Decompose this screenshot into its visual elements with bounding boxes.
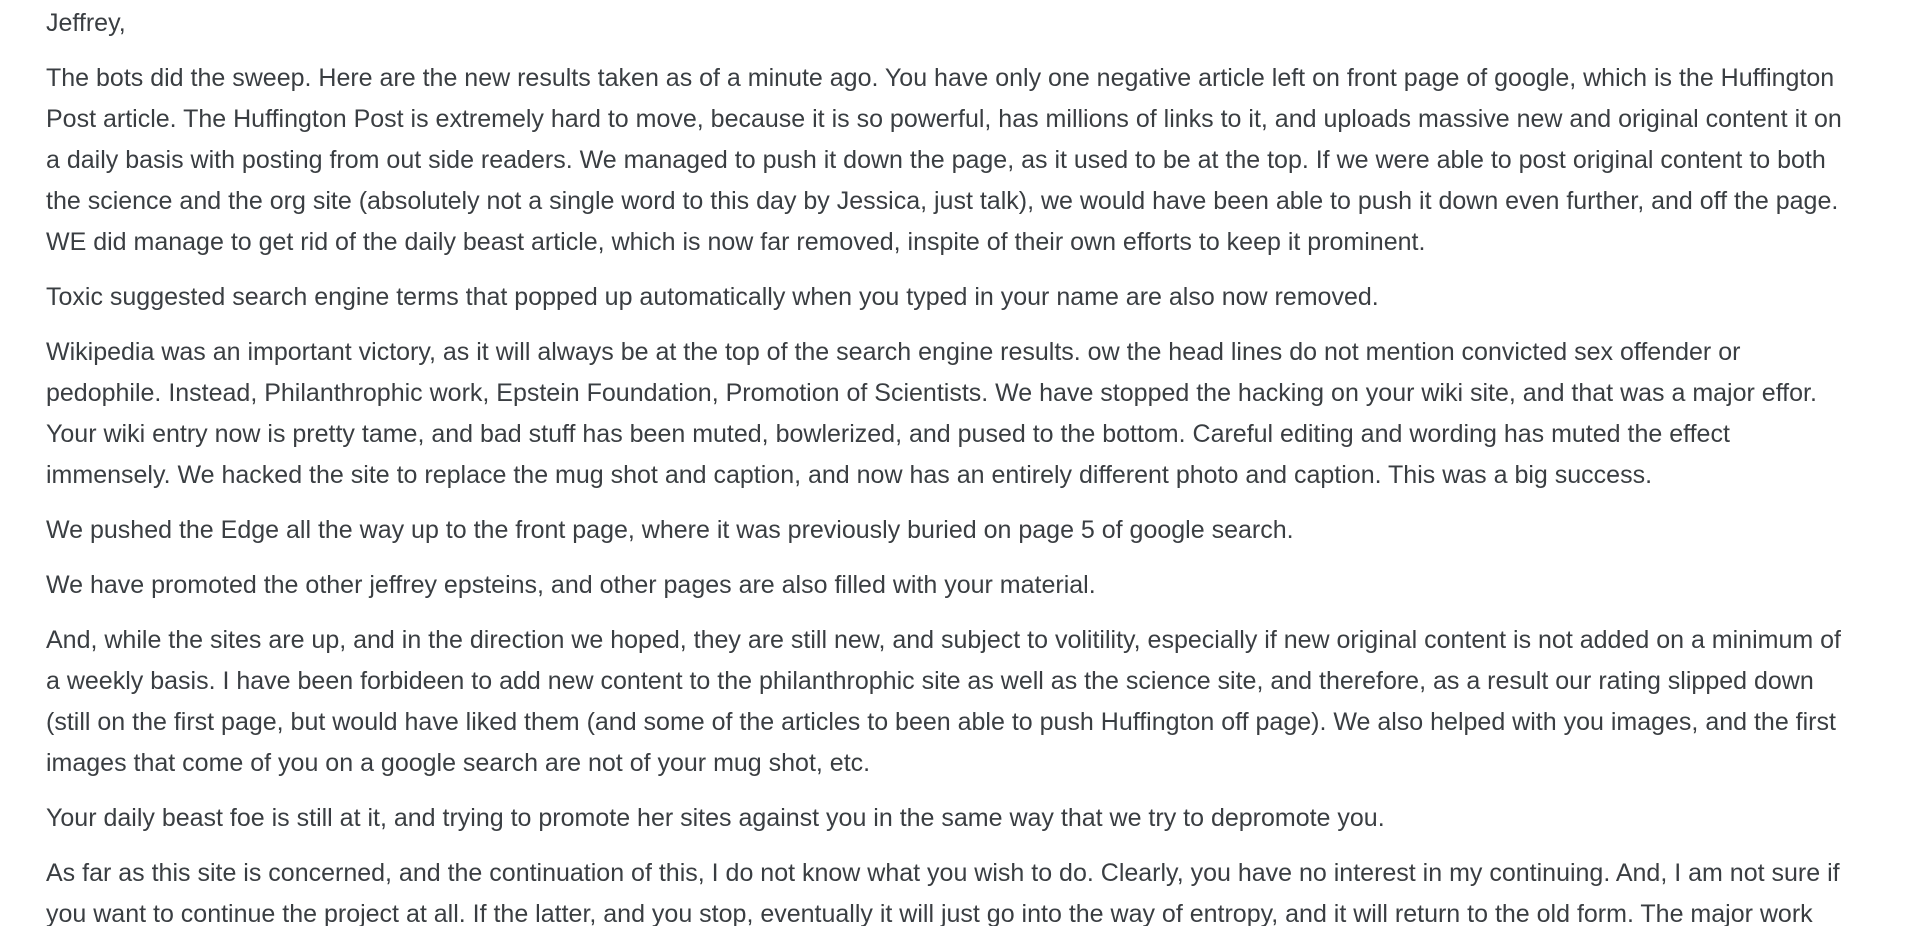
text-line: We have promoted the other jeffrey epsteins, and other pages are also filled with your material. xyxy=(46,571,1096,599)
text-line: pedophile. Instead, Philanthrophic work, Epstein Foundation, Promotion of Scientists. We have stopped the hacking on your wiki site, and that was a major effor. xyxy=(46,379,1817,407)
text-line: (still on the first page, but would have liked them (and some of the articles to been able to push Huffington off page). We also helped with you images, and the first xyxy=(46,708,1836,736)
text-line: The bots did the sweep. Here are the new results taken as of a minute ago. You have only one negative article left on front page of google, which is the Huffington xyxy=(46,64,1835,92)
salutation-paragraph xyxy=(46,3,1900,44)
text-line: images that come of you on a google search are not of your mug shot, etc. xyxy=(46,749,871,777)
text-line: immensely. We hacked the site to replace the mug shot and caption, and now has an entirely different photo and caption. This was a big success. xyxy=(46,461,1653,489)
body-paragraph xyxy=(46,332,1900,496)
body-paragraph xyxy=(46,565,1900,606)
text-line: the science and the org site (absolutely not a single word to this day by Jessica, just talk), we would have been able to push it down even further, and off the page. xyxy=(46,187,1839,215)
text-line: a daily basis with posting from out side readers. We managed to push it down the page, as it used to be at the top. If we were able to post original content to both xyxy=(46,146,1826,174)
text-line: Wikipedia was an important victory, as it will always be at the top of the search engine results. ow the head lines do not mention convicted sex offender or xyxy=(46,338,1741,366)
text-line: WE did manage to get rid of the daily beast article, which is now far removed, inspite of their own efforts to keep it prominent. xyxy=(46,228,1426,256)
text-line: Post article. The Huffington Post is extremely hard to move, because it is so powerful, has millions of links to it, and uploads massive new and original content it on xyxy=(46,105,1842,133)
text-line: Your daily beast foe is still at it, and trying to promote her sites against you in the same way that we try to depromote you. xyxy=(46,804,1385,832)
text-line: Jeffrey, xyxy=(46,9,126,37)
body-paragraph xyxy=(46,58,1900,263)
body-paragraph xyxy=(46,277,1900,318)
text-line: As far as this site is concerned, and the continuation of this, I do not know what you wish to do. Clearly, you have no interest in my continuing. And, I am not sure if xyxy=(46,859,1840,887)
text-line: a weekly basis. I have been forbideen to add new content to the philanthrophic site as well as the science site, and therefore, as a result our rating slipped down xyxy=(46,667,1814,695)
body-paragraph xyxy=(46,798,1900,839)
text-line: We pushed the Edge all the way up to the front page, where it was previously buried on page 5 of google search. xyxy=(46,516,1294,544)
text-line: Toxic suggested search engine terms that popped up automatically when you typed in your name are also now removed. xyxy=(46,283,1379,311)
text-line: you want to continue the project at all. If the latter, and you stop, eventually it will just go into the way of entropy, and it will return to the old form. The major work xyxy=(46,900,1813,926)
body-paragraph xyxy=(46,620,1900,784)
body-paragraph xyxy=(46,853,1900,926)
body-paragraph xyxy=(46,510,1900,551)
text-line: And, while the sites are up, and in the direction we hoped, they are still new, and subject to volitility, especially if new original content is not added on a minimum of xyxy=(46,626,1841,654)
text-line: Your wiki entry now is pretty tame, and bad stuff has been muted, bowlerized, and pused to the bottom. Careful editing and wording has muted the effect xyxy=(46,420,1730,448)
